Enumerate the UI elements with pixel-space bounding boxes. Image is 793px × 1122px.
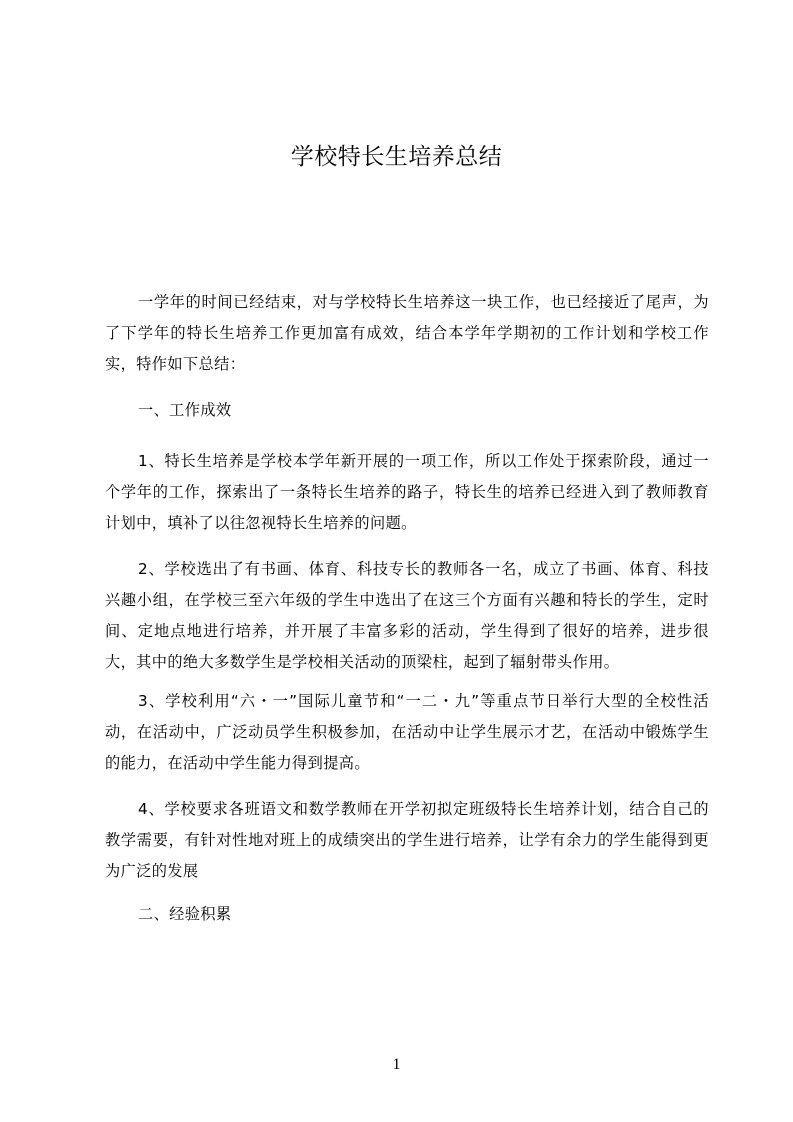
document-title: 学校特长生培养总结 [290, 144, 503, 170]
paragraph-item-4: 4、学校要求各班语文和数学教师在开学初拟定班级特长生培养计划，结合自己的教学需要，有针对性地对班上的成绩突出的学生进行培养，让学有余力的学生能得到更为广泛的发展 [105, 800, 709, 880]
paragraph-item-2: 2、学校选出了有书画、体育、科技专长的教师各一名，成立了书画、体育、科技兴趣小组，在学校三至六年级的学生中选出了在这三个方面有兴趣和特长的学生，定时间、定地点地进行培养，并开展了丰富多彩的活动，学生得到了很好的培养，进步很大，其中的绝大多数学生是学校相关活动的顶梁柱，起到了辐射带头作用。 [105, 560, 709, 671]
page-number: 1 [392, 1056, 401, 1073]
paragraph-item-3: 3、学校利用“六・一”国际儿童节和“一二・九”等重点节日举行大型的全校性活动，在活动中，广泛动员学生积极参加，在活动中让学生展示才艺，在活动中锻炼学生的能力，在活动中学生能力得到提高。 [105, 692, 709, 772]
intro-paragraph: 一学年的时间已经结束，对与学校特长生培养这一块工作，也已经接近了尾声，为了下学年的特长生培养工作更加富有成效，结合本学年学期初的工作计划和学校工作实，特作如下总结： [105, 293, 709, 373]
section-heading-experience: 二、经验积累 [138, 905, 232, 923]
paragraph-item-1: 1、特长生培养是学校本学年新开展的一项工作，所以工作处于探索阶段，通过一个学年的工作，探索出了一条特长生培养的路子，特长生的培养已经进入到了教师教育计划中，填补了以往忽视特长生培养的问题。 [105, 452, 709, 532]
section-heading-work-results: 一、工作成效 [138, 401, 232, 419]
